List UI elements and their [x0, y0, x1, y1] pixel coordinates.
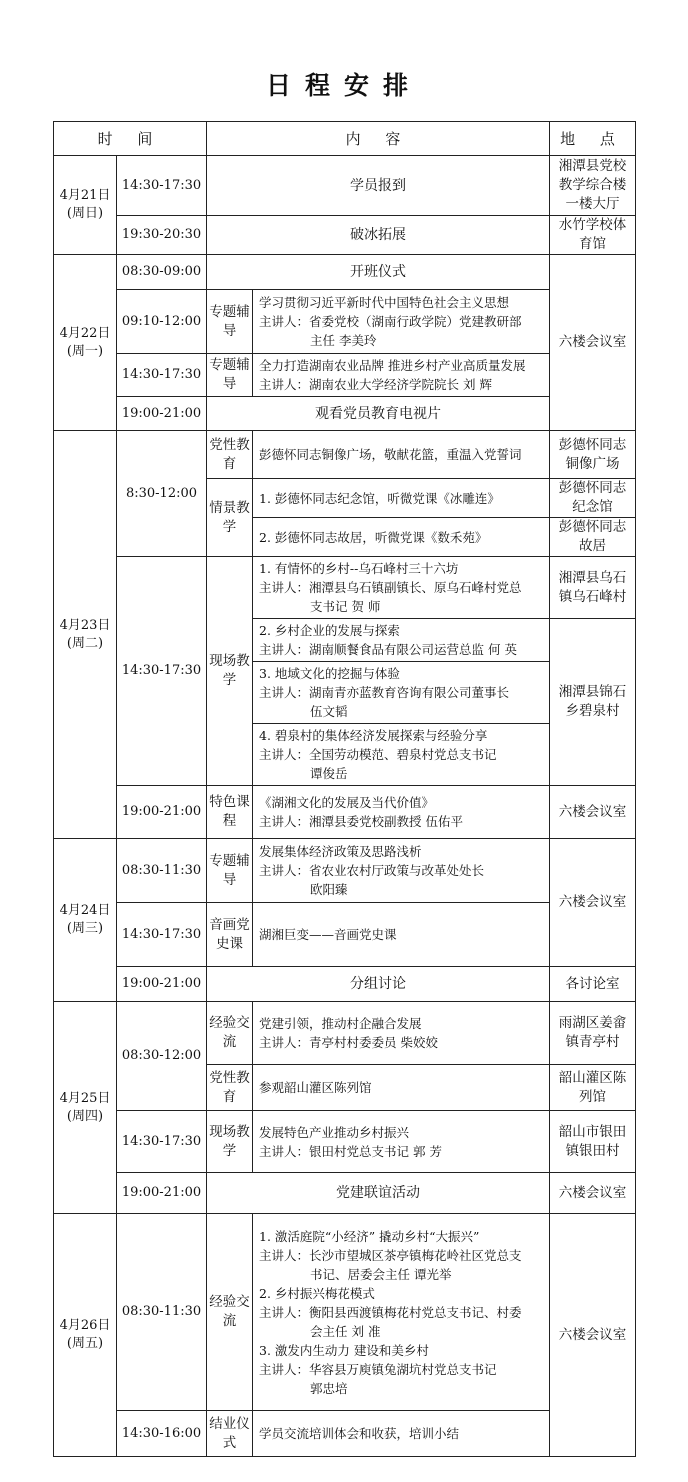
place-cell: 六楼会议室: [550, 1214, 636, 1457]
place-cell: 各讨论室: [550, 967, 636, 1002]
page-title: 日程安排: [265, 71, 422, 100]
content-cell: 2. 乡村企业的发展与探索 主讲人：湖南顺餐食品有限公司运营总监 何 英: [253, 619, 550, 662]
date-label: 4月21日: [59, 188, 111, 203]
date-cell: [54, 1002, 117, 1214]
table-row: [54, 255, 636, 290]
time-cell: 08:30-12:00: [117, 1002, 207, 1111]
place-cell: 彭德怀同志纪念馆: [550, 479, 636, 518]
type-cell: 结业仪式: [207, 1411, 253, 1457]
time-cell: 19:30-20:30: [117, 216, 207, 255]
place-cell: 彭德怀同志铜像广场: [550, 431, 636, 479]
type-cell: 音画党史课: [207, 903, 253, 967]
type-cell: 专题辅导: [207, 290, 253, 354]
time-cell: 14:30-16:00: [117, 1411, 207, 1457]
place-cell: 韶山市银田镇银田村: [550, 1111, 636, 1173]
content-cell: 发展集体经济政策及思路浅析 主讲人：省农业农村厅政策与改革处处长 欧阳臻: [253, 839, 550, 903]
content-cell: 《湖湘文化的发展及当代价值》 主讲人：湘潭县委党校副教授 伍佑平: [253, 786, 550, 839]
table-row: [54, 1002, 636, 1065]
content-cell: 观看党员教育电视片: [207, 397, 550, 431]
time-cell: 19:00-21:00: [117, 1173, 207, 1214]
content-cell: 2. 彭德怀同志故居，听微党课《数禾苑》: [253, 518, 550, 557]
content-cell: 彭德怀同志铜像广场，敬献花篮，重温入党誓词: [253, 431, 550, 479]
date-cell: [54, 255, 117, 431]
type-cell: 经验交流: [207, 1002, 253, 1065]
type-cell: 经验交流: [207, 1214, 253, 1411]
place-cell: 韶山灌区陈列馆: [550, 1065, 636, 1111]
content-cell: 开班仪式: [207, 255, 550, 290]
time-cell: 8:30-12:00: [117, 431, 207, 557]
place-cell: 六楼会议室: [550, 786, 636, 839]
table-row: [54, 156, 636, 216]
date-cell: [54, 839, 117, 1002]
table-row: [54, 786, 636, 839]
time-cell: 08:30-11:30: [117, 1214, 207, 1411]
content-cell: 4. 碧泉村的集体经济发展探索与经验分享 主讲人：全国劳动模范、碧泉村党总支书记 谭俊岳: [253, 724, 550, 786]
table-row: [54, 967, 636, 1002]
time-cell: 14:30-17:30: [117, 156, 207, 216]
content-cell: 学员报到: [207, 156, 550, 216]
content-cell: 学员交流培训体会和收获，培训小结: [253, 1411, 550, 1457]
time-cell: 08:30-11:30: [117, 839, 207, 903]
table-row: [54, 557, 636, 619]
date-cell: [54, 156, 117, 255]
type-cell: 现场教学: [207, 1111, 253, 1173]
time-cell: 19:00-21:00: [117, 967, 207, 1002]
content-cell: 学习贯彻习近平新时代中国特色社会主义思想 主讲人：省委党校（湖南行政学院）党建教研部 主任 李美玲: [253, 290, 550, 354]
place-cell: 湘潭县乌石镇乌石峰村: [550, 557, 636, 619]
place-cell: 雨湖区姜畲镇青亭村: [550, 1002, 636, 1065]
time-cell: 09:10-12:00: [117, 290, 207, 354]
table-row: [54, 431, 636, 479]
time-cell: 14:30-17:30: [117, 557, 207, 786]
type-cell: 现场教学: [207, 557, 253, 786]
header-place: 地 点: [550, 122, 636, 156]
content-cell: 分组讨论: [207, 967, 550, 1002]
table-row: [54, 1173, 636, 1214]
type-cell: 党性教育: [207, 431, 253, 479]
content-cell: 1. 有情怀的乡村--乌石峰村三十六坊 主讲人：湘潭县乌石镇副镇长、原乌石峰村党总 支书记 贺 师: [253, 557, 550, 619]
content-cell: 党建引领，推动村企融合发展 主讲人：青亭村村委委员 柴姣姣: [253, 1002, 550, 1065]
table-row: [54, 397, 636, 431]
date-label: 4月25日: [59, 1090, 111, 1106]
type-cell: 特色课程: [207, 786, 253, 839]
table-row: [54, 1411, 636, 1457]
content-cell: 党建联谊活动: [207, 1173, 550, 1214]
time-cell: 14:30-17:30: [117, 354, 207, 397]
content-cell: 1. 彭德怀同志纪念馆，听微党课《冰雕连》: [253, 479, 550, 518]
date-cell: [54, 431, 117, 839]
type-cell: 党性教育: [207, 1065, 253, 1111]
table-row: [54, 1214, 636, 1411]
header-time: 时 间: [54, 122, 207, 156]
date-label: 4月22日: [59, 325, 111, 341]
table-row: [54, 1111, 636, 1173]
header-content: 内 容: [207, 122, 550, 156]
place-cell: 水竹学校体育馆: [550, 216, 636, 255]
content-cell: 湖湘巨变——音画党史课: [253, 903, 550, 967]
date-label: 4月24日: [59, 903, 111, 918]
time-cell: 19:00-21:00: [117, 397, 207, 431]
type-cell: 专题辅导: [207, 839, 253, 903]
date-label: 4月26日: [59, 1318, 111, 1333]
content-cell: 3. 地域文化的挖掘与体验 主讲人：湖南青亦蓝教育咨询有限公司董事长 伍文韬: [253, 662, 550, 724]
time-cell: 14:30-17:30: [117, 903, 207, 967]
weekday-label: (周二): [66, 635, 104, 651]
weekday-label: (周五): [66, 1336, 104, 1351]
type-cell: 情景教学: [207, 479, 253, 557]
place-cell: 六楼会议室: [550, 1173, 636, 1214]
table-row: [54, 839, 636, 903]
table-row: [54, 354, 636, 397]
time-cell: 19:00-21:00: [117, 786, 207, 839]
content-cell: 破冰拓展: [207, 216, 550, 255]
place-cell: 湘潭县锦石乡碧泉村: [550, 619, 636, 786]
content-cell: 1. 激活庭院“小经济” 撬动乡村“大振兴” 主讲人：长沙市望城区茶亭镇梅花岭社区党总支 书记、居委会主任 谭光举 2. 乡村振兴梅花模式 主讲人：衡阳县西渡镇梅花村党总支书记、村委 会主任 刘 准 3. 激发内生动力 建设和美乡村 主讲人：华容县万庾镇兔湖坑村党总支书记 郭忠培: [253, 1214, 550, 1411]
table-row: [54, 290, 636, 354]
content-cell: 参观韶山灌区陈列馆: [253, 1065, 550, 1111]
date-label: 4月23日: [59, 617, 111, 633]
content-cell: 全力打造湖南农业品牌 推进乡村产业高质量发展 主讲人：湖南农业大学经济学院院长 刘 辉: [253, 354, 550, 397]
place-cell: 六楼会议室: [550, 255, 636, 431]
time-cell: 08:30-09:00: [117, 255, 207, 290]
weekday-label: (周四): [66, 1108, 104, 1124]
weekday-label: (周三): [66, 921, 104, 936]
table-row: [54, 903, 636, 967]
content-cell: 发展特色产业推动乡村振兴 主讲人：银田村党总支书记 郭 芳: [253, 1111, 550, 1173]
date-cell: [54, 1214, 117, 1457]
table-row: [54, 216, 636, 255]
schedule-table: [53, 121, 635, 1457]
time-cell: 14:30-17:30: [117, 1111, 207, 1173]
weekday-label: (周一): [66, 343, 104, 359]
place-cell: 湘潭县党校教学综合楼一楼大厅: [550, 156, 636, 216]
weekday-label: (周日): [66, 206, 104, 221]
place-cell: 六楼会议室: [550, 839, 636, 967]
place-cell: 彭德怀同志故居: [550, 518, 636, 557]
type-cell: 专题辅导: [207, 354, 253, 397]
